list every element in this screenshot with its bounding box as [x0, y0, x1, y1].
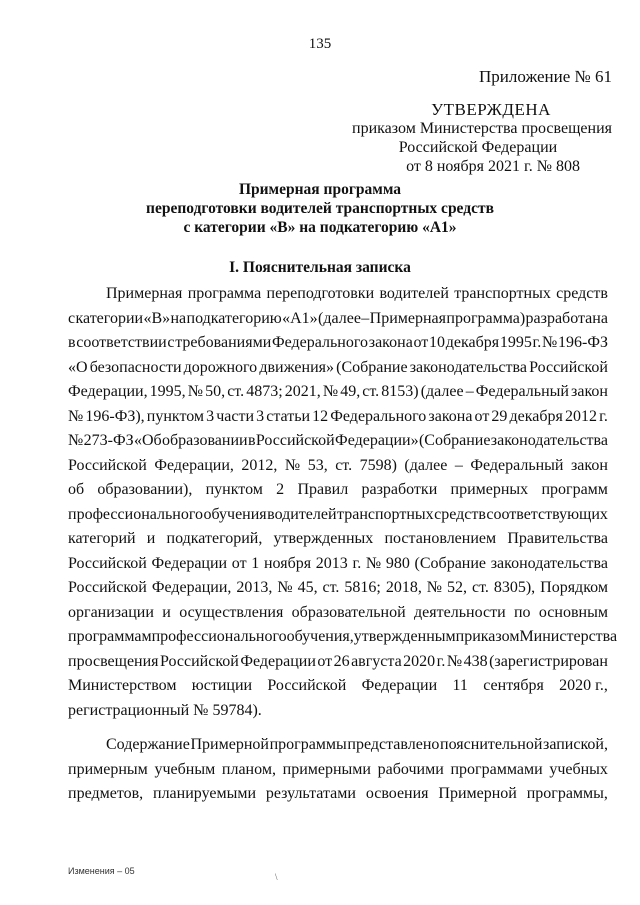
word: Правил: [297, 481, 349, 498]
text-line: [68, 331, 608, 356]
word: профессионального: [151, 628, 287, 645]
word: (далее: [404, 456, 448, 474]
approval-title: УТВЕРЖДЕНА: [431, 100, 551, 119]
word: (далее: [420, 383, 464, 400]
word: утвержденных: [273, 530, 374, 547]
text-line: [68, 429, 608, 454]
word: г.: [599, 407, 608, 425]
word: августа: [351, 652, 402, 670]
word: Федеральный: [475, 383, 569, 400]
word: (Собрание: [414, 554, 487, 572]
word: ст.: [322, 579, 340, 596]
word: 2020: [403, 652, 436, 670]
footer-note: Изменения – 05: [68, 866, 135, 876]
word: №: [277, 579, 293, 596]
text-line: [68, 478, 608, 503]
text-line: [68, 625, 618, 650]
word: разработана: [525, 309, 608, 327]
word: 52,: [447, 579, 468, 596]
body-text: [68, 282, 618, 807]
word: 2018,: [385, 579, 422, 596]
word: 8153): [381, 383, 419, 400]
word: Федерального: [272, 334, 369, 351]
word: средств: [434, 505, 486, 523]
word: «Об: [133, 432, 162, 449]
text-line: [68, 733, 608, 758]
word: Федерации,: [151, 579, 232, 596]
word: запиской,: [543, 736, 608, 753]
word: программа): [446, 309, 526, 327]
word: №: [284, 456, 301, 474]
word: результатами: [265, 785, 356, 802]
text-line: [68, 307, 608, 332]
word: 50,: [205, 383, 226, 400]
word: предметов,: [68, 785, 144, 802]
word: 8305),: [493, 579, 536, 596]
text-line: [68, 454, 608, 479]
word: освоения: [365, 785, 429, 802]
word: (Собрание: [336, 358, 408, 376]
paragraph: [68, 282, 618, 723]
word: средств: [556, 285, 608, 302]
word: №: [426, 579, 443, 596]
word: планом,: [221, 760, 276, 778]
word: 49,: [340, 383, 361, 400]
word: №: [542, 334, 558, 351]
word: 10: [429, 334, 446, 351]
word: Российской: [68, 554, 147, 572]
word: Порядком: [540, 579, 608, 596]
word: примерных: [450, 481, 529, 498]
word: примерным: [68, 760, 148, 778]
word: утвержденным: [353, 628, 456, 645]
program-title-line: с категории «B» на подкатегорию «A1»: [183, 219, 457, 236]
word: об: [68, 481, 85, 498]
word: «B»: [143, 309, 171, 327]
word: безопасности: [89, 358, 182, 376]
word: по: [513, 603, 531, 621]
approval-line: Российской Федерации: [398, 139, 558, 156]
approval-block: [292, 100, 612, 176]
word: г.: [436, 652, 446, 670]
word: программы,: [526, 785, 608, 802]
word: Примерная: [369, 309, 447, 327]
word: 2013,: [236, 579, 273, 596]
program-title-line: Примерная программа: [238, 181, 402, 198]
word: Российской: [255, 432, 335, 449]
text-line: [68, 699, 608, 724]
section-heading: I. Пояснительная записка: [229, 259, 411, 276]
word: 45,: [297, 579, 318, 596]
word: учебным: [154, 760, 216, 778]
word: от: [317, 652, 333, 670]
word: программы: [269, 736, 347, 753]
word: программа: [187, 285, 262, 302]
word: «A1»: [282, 309, 318, 327]
word: 1995: [499, 334, 532, 351]
word: ст.: [362, 383, 380, 400]
word: Федерации,: [154, 456, 234, 474]
word: и: [162, 603, 171, 621]
word: категории: [75, 309, 144, 327]
paragraph-gap: [68, 723, 608, 733]
word: закон: [570, 456, 608, 474]
appendix-label: Приложение № 61: [479, 67, 612, 86]
word: примерными: [282, 760, 371, 778]
word: закона: [368, 334, 413, 351]
text-run: регистрационный № 59784).: [68, 701, 262, 719]
word: –: [361, 309, 370, 327]
word: 5816;: [344, 579, 381, 596]
word: 2: [276, 481, 285, 498]
word: закона: [428, 407, 473, 425]
word: (зарегистрирован: [489, 652, 608, 670]
word: 29: [491, 407, 508, 425]
word: 1: [251, 554, 260, 572]
word: пунктом: [146, 407, 205, 425]
word: соответствующих: [486, 505, 608, 523]
word: 7598): [359, 456, 397, 474]
word: подкатегорий,: [166, 530, 263, 547]
text-line: [68, 552, 608, 577]
word: сентября: [483, 677, 544, 694]
text-line: [68, 674, 608, 699]
word: образовательной: [291, 603, 406, 621]
word: 2020 г.,: [559, 677, 608, 694]
word: 3: [256, 407, 265, 425]
word: Российской: [68, 456, 147, 474]
word: переподготовки: [266, 285, 375, 302]
word: г.: [352, 554, 362, 572]
word: соответствии: [76, 334, 167, 351]
text-line: [68, 758, 608, 783]
word: рабочими: [377, 760, 444, 778]
text-line: [68, 576, 608, 601]
word: приказом: [455, 628, 520, 645]
word: 196-ФЗ),: [85, 407, 145, 425]
word: категорий: [68, 530, 136, 547]
text-line: [68, 405, 608, 430]
program-title: [0, 180, 640, 237]
word: профессионального: [68, 505, 204, 523]
word: Федерации,: [68, 383, 148, 400]
program-title-line: переподготовки водителей транспортных средств: [146, 200, 494, 217]
word: №: [322, 383, 339, 400]
word: декабря: [509, 407, 563, 425]
word: подкатегорию: [186, 309, 282, 327]
page-number: 135: [308, 36, 332, 52]
word: от: [413, 334, 429, 351]
word: учебных: [549, 760, 608, 778]
word: №: [187, 383, 204, 400]
word: №: [68, 407, 84, 425]
word: просвещения: [68, 652, 159, 670]
word: Федерации: [240, 652, 316, 670]
word: водителей: [379, 285, 449, 302]
word: Примерной: [438, 785, 517, 802]
word: 26: [333, 652, 350, 670]
word: представлено: [347, 736, 440, 753]
word: деятельности: [414, 603, 506, 621]
word: №: [365, 554, 382, 572]
word: организации: [68, 603, 154, 621]
word: программам: [68, 628, 152, 645]
word: 196-ФЗ: [558, 334, 608, 351]
word: в: [68, 334, 76, 351]
word: на: [170, 309, 187, 327]
word: образовании),: [97, 481, 193, 498]
word: юстиции: [191, 677, 253, 694]
word: 980: [385, 554, 410, 572]
scan-mark: \: [275, 872, 278, 882]
word: Российской: [267, 677, 347, 694]
word: №: [68, 432, 84, 449]
text-line: [68, 601, 608, 626]
word: 3: [206, 407, 215, 425]
word: 2013: [315, 554, 348, 572]
text-line: [68, 782, 608, 807]
word: от: [474, 407, 490, 425]
word: –: [465, 383, 474, 400]
word: осуществления: [179, 603, 284, 621]
word: Министерством: [68, 677, 177, 694]
word: требованиями: [175, 334, 272, 351]
word: постановлением: [384, 530, 497, 547]
word: основным: [538, 603, 608, 621]
word: 2012: [564, 407, 597, 425]
word: Федерации»: [335, 432, 419, 449]
word: программами: [450, 760, 543, 778]
word: с: [167, 334, 175, 351]
word: законодательства: [490, 554, 608, 572]
word: закон: [571, 383, 608, 400]
word: движения»: [259, 358, 334, 376]
word: 1995,: [149, 383, 186, 400]
word: ст.: [335, 456, 353, 474]
word: образовании: [161, 432, 248, 449]
word: Российской: [529, 358, 608, 376]
word: 11: [452, 677, 468, 694]
word: 12: [312, 407, 329, 425]
paragraph: [68, 733, 608, 807]
word: Федеральный: [470, 456, 564, 474]
word: Российской: [68, 579, 147, 596]
text-line: [68, 356, 608, 381]
word: Содержание: [106, 736, 190, 753]
text-line: [68, 503, 608, 528]
word: и: [146, 530, 156, 547]
word: Министерства: [519, 628, 618, 645]
word: пояснительной: [440, 736, 543, 753]
text-line: [68, 527, 608, 552]
word: «О: [68, 358, 88, 376]
word: планируемыми: [153, 785, 257, 802]
word: статьи: [266, 407, 311, 425]
word: ст.: [471, 579, 489, 596]
word: (далее: [318, 309, 361, 327]
word: разработки: [361, 481, 438, 498]
word: части: [216, 407, 255, 425]
word: 2021,: [284, 383, 321, 400]
word: Примерной: [190, 736, 269, 753]
text-line: [68, 282, 608, 307]
word: законодательства: [409, 358, 527, 376]
approval-line: от 8 ноября 2021 г. № 808: [406, 158, 580, 175]
word: ноября: [263, 554, 312, 572]
word: декабря: [445, 334, 500, 351]
approval-line: приказом Министерства просвещения: [352, 120, 612, 137]
text-line: [68, 650, 608, 675]
word: пунктом: [205, 481, 263, 498]
word: транспортных: [454, 285, 551, 302]
word: 438: [463, 652, 488, 670]
word: Федерации: [361, 677, 438, 694]
word: Федерации: [151, 554, 228, 572]
word: дорожного: [183, 358, 258, 376]
word: с: [68, 309, 76, 327]
word: в: [247, 432, 256, 449]
word: г.: [532, 334, 542, 351]
word: транспортных: [337, 505, 434, 523]
word: программ: [541, 481, 608, 498]
word: Российской: [160, 652, 239, 670]
word: законодательства: [490, 432, 608, 449]
word: от: [231, 554, 247, 572]
word: 273-ФЗ: [83, 432, 134, 449]
word: –: [454, 456, 463, 474]
word: 2012,: [241, 456, 278, 474]
word: Примерная: [106, 285, 183, 302]
text-line: [68, 380, 608, 405]
word: Федерального: [330, 407, 427, 425]
word: обучения: [203, 505, 267, 523]
word: ст.: [227, 383, 245, 400]
word: №: [446, 652, 463, 670]
word: 4873;: [246, 383, 283, 400]
word: водителей: [267, 505, 337, 523]
word: Правительства: [507, 530, 608, 547]
word: 53,: [307, 456, 328, 474]
word: (Собрание: [418, 432, 491, 449]
word: обучения,: [286, 628, 354, 645]
